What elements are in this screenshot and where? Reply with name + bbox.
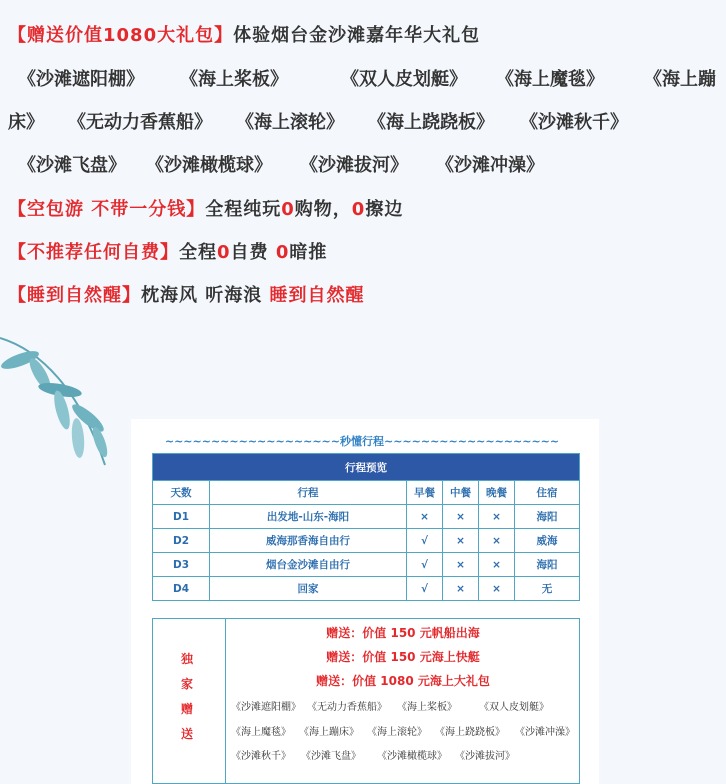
promo-line-1	[8, 21, 480, 47]
promo-item: 《沙滩秋千》	[520, 112, 628, 133]
promo-line-1-text: 体验烟台金沙滩嘉年华大礼包	[233, 25, 481, 46]
exclusive-gift-box	[152, 618, 580, 784]
cell: 无	[515, 577, 580, 601]
gift-label-char: 赠	[181, 702, 194, 716]
cell: √	[407, 577, 443, 601]
column-header: 晚餐	[479, 481, 515, 505]
gift-item: 《海上桨板》	[397, 702, 457, 713]
promo-line-6	[8, 238, 327, 264]
promo-item: 《沙滩橄榄球》	[146, 155, 272, 176]
gift-line: 赠送：价值 150 元海上快艇	[326, 650, 480, 664]
promo-line-5-text: 全程纯玩	[205, 199, 282, 220]
table-row	[153, 553, 580, 577]
promo-item: 《沙滩飞盘》	[18, 155, 126, 176]
zero-highlight: 0	[281, 199, 295, 220]
gift-item: 《沙滩橄榄球》	[377, 751, 447, 762]
cell: D3	[153, 553, 210, 577]
leaf-decoration-icon	[0, 330, 110, 470]
promo-line-7-text: 枕海风 听海浪	[141, 285, 270, 306]
cell: ×	[443, 505, 479, 529]
promo-line-6-text: 全程	[179, 242, 217, 263]
gift-item: 《沙滩拔河》	[455, 751, 515, 762]
table-header: 行程预览	[153, 454, 580, 481]
gift-label-char: 家	[181, 677, 194, 691]
promo-item: 《双人皮划艇》	[341, 69, 467, 90]
table-row	[153, 577, 580, 601]
promo-item: 《海上跷跷板》	[368, 112, 494, 133]
promo-line-5-text: 擦边	[365, 199, 404, 220]
promo-item: 《无动力香蕉船》	[68, 112, 212, 133]
cell: 海阳	[515, 505, 580, 529]
cell: ×	[443, 529, 479, 553]
column-header: 行程	[210, 481, 407, 505]
gift-item: 《海上魔毯》	[231, 727, 291, 738]
cell: √	[407, 529, 443, 553]
promo-line-5	[8, 195, 403, 221]
column-header: 住宿	[515, 481, 580, 505]
gift-item: 《沙滩遮阳棚》	[231, 702, 301, 713]
gift-item: 《无动力香蕉船》	[307, 702, 387, 713]
gift-label-column	[153, 619, 226, 783]
gift-item: 《沙滩冲澡》	[515, 727, 575, 738]
column-header: 天数	[153, 481, 210, 505]
gift-item: 《海上滚轮》	[367, 727, 427, 738]
cell: D4	[153, 577, 210, 601]
gift-item: 《沙滩飞盘》	[301, 751, 361, 762]
itinerary-title: ~~~~~~~~~~~~~~~~~~~秒懂行程~~~~~~~~~~~~~~~~~~~	[164, 435, 560, 448]
gift-item: 《海上跷跷板》	[435, 727, 505, 738]
cell: 威海	[515, 529, 580, 553]
gift-label-char: 送	[181, 727, 194, 741]
promo-line-7-highlight: 【睡到自然醒】	[8, 285, 141, 306]
table-columns	[153, 481, 580, 505]
promo-item: 《海上滚轮》	[236, 112, 344, 133]
promo-line-1-highlight: 【赠送价值1080大礼包】	[8, 25, 234, 46]
promo-item: 《沙滩遮阳棚》	[18, 69, 144, 90]
cell: ×	[407, 505, 443, 529]
gift-label-char: 独	[181, 652, 194, 666]
promo-line-7	[8, 281, 365, 307]
column-header: 早餐	[407, 481, 443, 505]
zero-highlight: 0	[351, 199, 366, 220]
zero-highlight: 0	[275, 242, 290, 263]
itinerary-card	[131, 419, 599, 784]
promo-line-6-highlight: 【不推荐任何自费】	[8, 242, 179, 263]
promo-item: 《沙滩拔河》	[300, 155, 408, 176]
promo-line-5-highlight: 【空包游 不带一分钱】	[8, 199, 206, 220]
cell: 海阳	[515, 553, 580, 577]
promo-item: 床》	[8, 112, 44, 133]
gift-item: 《沙滩秋千》	[231, 751, 291, 762]
column-header: 中餐	[443, 481, 479, 505]
cell: D1	[153, 505, 210, 529]
gift-item: 《海上蹦床》	[299, 727, 359, 738]
gift-item: 《双人皮划艇》	[479, 702, 549, 713]
promo-line-5-text: 购物，	[294, 199, 352, 220]
itinerary-table	[152, 453, 580, 601]
promo-line-6-text: 自费	[230, 242, 276, 263]
cell: ×	[443, 577, 479, 601]
promo-item: 《海上蹦	[644, 69, 716, 90]
cell: ×	[479, 577, 515, 601]
table-row	[153, 529, 580, 553]
promo-item: 《沙滩冲澡》	[436, 155, 544, 176]
cell: ×	[479, 529, 515, 553]
cell: D2	[153, 529, 210, 553]
cell: ×	[479, 553, 515, 577]
table-row	[153, 505, 580, 529]
zero-highlight: 0	[217, 242, 231, 263]
gift-line: 赠送：价值 150 元帆船出海	[326, 626, 480, 640]
cell: √	[407, 553, 443, 577]
promo-line-6-text: 暗推	[289, 242, 328, 263]
cell: 出发地-山东-海阳	[210, 505, 407, 529]
cell: 回家	[210, 577, 407, 601]
cell: 威海那香海自由行	[210, 529, 407, 553]
cell: ×	[443, 553, 479, 577]
cell: 烟台金沙滩自由行	[210, 553, 407, 577]
gift-line: 赠送：价值 1080 元海上大礼包	[316, 674, 490, 688]
cell: ×	[479, 505, 515, 529]
promo-item: 《海上魔毯》	[496, 69, 604, 90]
promo-item: 《海上桨板》	[180, 69, 288, 90]
promo-line-7-highlight: 睡到自然醒	[269, 285, 365, 306]
